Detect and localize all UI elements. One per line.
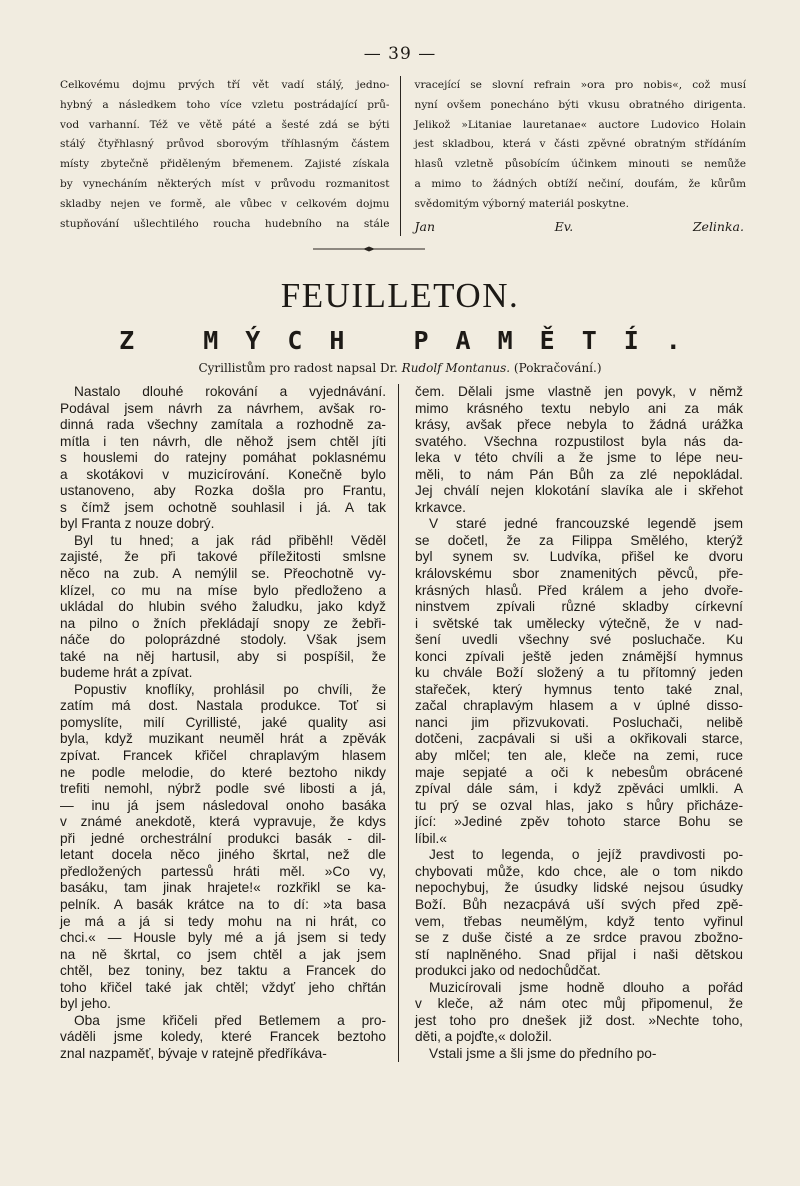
text-line: svědomitým výborný materiál poskytne. <box>414 197 629 210</box>
text-line: mítla i ten návrh, dle něhož jsem chtěl jíti <box>60 433 386 449</box>
body-right-column <box>399 384 743 1062</box>
text-line: s houslemi do ratejny pomáhat poklasnému <box>60 450 386 466</box>
text-line: basáku, tam jinak hrajete!« rozkřikl se ka- <box>60 880 386 896</box>
text-line: mimo krásného textu nebylo ani za mák <box>415 400 743 416</box>
page-number: — 39 — <box>363 44 437 64</box>
text-line: při jedné orchestrální produkci basák - dil- <box>60 830 386 846</box>
text-line: ne podle melodie, do které beztoho nikdy <box>60 764 386 780</box>
text-line: aby mlčel; ten ale, kleče na zemi, ruce <box>415 748 743 764</box>
text-line: pomyslíte, milí Cyrillisté, jaké quality asi <box>60 714 386 730</box>
text-line: Boží. Bůh nezacpává uší svých před zpě- <box>415 896 743 912</box>
text-line: maje sepjaté a oči k nebesům obrácené <box>415 764 743 780</box>
byline-prefix: Cyrillistům pro radost napsal Dr. <box>198 361 398 375</box>
text-line: nyní ovšem ponecháno býti vkusu obratného dirigenta. <box>414 98 746 111</box>
text-line: váděli jsme koledy, které Francek beztoho <box>60 1029 386 1045</box>
text-line: náče do poloprázdné stodoly. Však jsem <box>60 632 386 648</box>
text-line: stí naplněného. Snad přijal i naši dětskou <box>415 946 743 962</box>
text-line: vem, třebas neumělým, když tento vyřinul <box>415 913 743 929</box>
byline-author: Rudolf Montanus. <box>401 361 511 375</box>
text-line: s čímž jsem ochotně souhlasil i já. A tak <box>60 499 386 515</box>
text-line: měli, to nám Pán Bůh za zlé nepokládal. <box>415 466 743 482</box>
series-title: Z MÝCH PAMĚTÍ. <box>119 326 708 355</box>
text-line: v kleče, až nám otec můj připomenul, že <box>415 996 743 1012</box>
text-line: v známé anekdotě, která vypravuje, že kdys <box>60 814 386 830</box>
text-line: jící: »Jediné zpěv tohoto starce Bohu se <box>415 814 743 830</box>
text-line: Oba jsme křičeli před Betlemem a pro- <box>74 1012 386 1028</box>
text-line: předložených partessů hráti měl. »Co vy, <box>60 863 386 879</box>
text-line: zpíval dále sám, i když zpěváci umlkli. A <box>415 781 743 797</box>
text-line: Vstali jsme a šli jsme do předního po- <box>429 1045 657 1061</box>
text-line: a mimo to žádných obtíží nečiní, doufám, že kůrům <box>414 177 746 190</box>
text-line: konci zpívali ještě jeden známější hymnus <box>415 648 743 664</box>
text-line: Jest to legenda, o jejíž pravdivosti po- <box>429 847 743 863</box>
text-line: vracející se slovní refrain »ora pro nobis«, což musí <box>414 79 746 91</box>
text-line: budeme hrát a zpívat. <box>60 665 193 681</box>
text-line: klízel, co mu na míse bylo předloženo a <box>60 582 386 598</box>
text-line: tu prý se ozval hlas, jako s hůry přicháze- <box>415 797 743 813</box>
text-line: začal chraplavým hlasem a v úplné disso- <box>415 698 743 714</box>
text-line: hybný a následkem toho více vzletu postrádající prů- <box>60 98 390 111</box>
text-line: jest skladbou, která v části zpěvné obratným střídáním <box>414 138 746 151</box>
text-line: na ně škrtal, co jsem chtěl a jak jsem <box>60 946 386 962</box>
text-line: Jej chválí nejen klokotání slavíka ale i skřehot <box>415 483 743 499</box>
feuilleton-body <box>60 384 744 1062</box>
section-divider <box>313 244 425 254</box>
text-line: jest toho pro dnešek již dost. »Nechte toho, <box>415 1012 743 1028</box>
text-line: zajisté, že při takové příležitosti smlsne <box>60 549 386 565</box>
text-line: dotčeni, zacpávali si uši a okřikovali starce, <box>415 731 743 747</box>
text-line: Byl tu hned; a jak rád přiběhl! Věděl <box>74 532 386 548</box>
text-line: V staré jedné francouzské legendě jsem <box>429 516 743 532</box>
text-line: vod varhanní. Též ve větě páté a šesté zdá se býti <box>60 118 390 131</box>
body-left-column <box>60 384 399 1062</box>
text-line: krásných hlasů. Před králem a jeho dvoře- <box>415 582 743 598</box>
text-line: nanci jim přizvukovati. Posluchači, nelibě <box>415 714 743 730</box>
text-line: líbil.« <box>415 830 447 846</box>
text-line: zatím má dost. Nastala produkce. Toť si <box>60 698 386 714</box>
text-line: produkci jako od nedochůdčat. <box>415 963 601 979</box>
text-line: i světské tak umělecky výtečně, že v nad- <box>415 615 743 631</box>
text-line: hlasů vzletně působícím účinkem minouti se nemůže <box>414 158 746 171</box>
text-line: byl jeho. <box>60 996 111 1012</box>
text-line: chybovati může, kdo chce, ale o tom nikdo <box>415 863 743 879</box>
text-line: byla, když muzikant neuměl hrát a zpěvák <box>60 731 386 747</box>
text-line: se dočetl, že za Filippa Smělého, kterýž <box>415 532 743 548</box>
text-line: na pilno o žních překládají snopy ze žebři- <box>60 615 386 631</box>
text-line: zpívat. Francek křičel chraplavým hlasem <box>60 748 386 764</box>
text-line: a skotákovi v muzicírování. Konečně bylo <box>60 466 386 482</box>
text-line: se z duše čisté a ze srdce pravou zbožno- <box>415 930 743 946</box>
text-line: — inu já jsem následoval onoho basáka <box>60 797 386 813</box>
text-line: trefiti nemohl, nýbrž podle své libosti a já, <box>60 781 386 797</box>
text-line: dinná rada všechny zamítala a rozhodně za- <box>60 417 386 433</box>
text-line: chtěl, bez toniny, bez taktu a Francek do <box>60 963 386 979</box>
text-line: čem. Dělali jsme vlastně jen povyk, v němž <box>415 384 743 399</box>
text-line: nepochybuj, že úsudky lidské nejsou úsudky <box>415 880 743 896</box>
text-line: leka v této chvíli a že jsme to lépe neu- <box>415 450 743 466</box>
review-right-column <box>401 76 747 236</box>
byline <box>0 361 800 375</box>
text-line: šení uvedli všechny své posluchače. Ku <box>415 632 743 648</box>
text-line: místy zbytečně přiděleným břemenem. Zajisté získala <box>60 158 390 171</box>
text-line: Popustiv knoflíky, prohlásil po chvíli, že <box>74 681 386 697</box>
text-line: byl Franta z nouze dobrý. <box>60 516 215 532</box>
text-line: letant docela něco jiného škrtal, než dle <box>60 847 386 863</box>
text-line: Muzicírovali jsme hodně dlouho a pořád <box>429 979 743 995</box>
text-line: toho křičel také jak chtěl; vždyť jeho chřtán <box>60 979 386 995</box>
text-line: chci.« — Housle byly mé a já jsem si tedy <box>60 930 386 946</box>
byline-suffix: (Pokračování.) <box>513 361 602 375</box>
text-line: Jelikož »Litaniae lauretanae« auctore Ludovico Holain <box>414 118 746 131</box>
text-line: ku chvále Boží složený a tu přítomný jeden <box>415 665 743 681</box>
review-section <box>60 76 746 236</box>
text-line: Podával jsem návrh za návrhem, avšak ro- <box>60 400 386 416</box>
text-line: Nastalo dlouhé rokování a vyjednávání. <box>74 384 386 399</box>
text-line: je má a já si tedy mohu na ni hrát, co <box>60 913 386 929</box>
text-line: svatého. Všechna rozpustilost byla nás da- <box>415 433 743 449</box>
text-line: královskému sbor znamenitých pěvců, pře- <box>415 566 743 582</box>
review-left-column <box>60 76 401 236</box>
text-line: krásy, avšak přece nebyla to žádná urážka <box>415 417 743 433</box>
text-line: také na něj hartusil, aby si pospíšil, že <box>60 648 386 664</box>
feuilleton-heading: FEUILLETON. <box>280 276 520 315</box>
text-line: stařeček, který hymnus tento také znal, <box>415 681 743 697</box>
text-line: děti, a pojďte,« doložil. <box>415 1029 553 1045</box>
text-line: znal nazpaměť, bývaje v ratejně předříkáva- <box>60 1045 327 1061</box>
text-line: něco na zub. A nemýlil se. Přeochotně vy- <box>60 566 386 582</box>
text-line: skladby nejen ve formě, ale vůbec v celkovém dojmu <box>60 197 390 210</box>
text-line: ustanoveno, aby Rozka došla pro Frantu, <box>60 483 386 499</box>
text-line: ninstvem zpívali různé skladby církevní <box>415 599 743 615</box>
review-signature: Jan Ev. Zelinka. <box>414 218 744 234</box>
text-line: stálý čtyřhlasný průvod sborovým tříhlasným částem <box>60 138 390 151</box>
text-line: byl synem sv. Ludvíka, přišel ke dvoru <box>415 549 743 565</box>
text-line: krkavce. <box>415 499 466 515</box>
text-line: by vynecháním některých míst v průvodu rozmanitost <box>60 177 390 190</box>
text-line: stupňování ušlechtilého roucha hudebního na stále <box>60 217 390 230</box>
text-line: Celkovému dojmu prvých tří vět vadí stálý, jedno- <box>60 79 390 91</box>
text-line: ukládal do hlubin svého žaludku, jako když <box>60 599 386 615</box>
text-line: pelník. A basák krátce na to dí: »ta basa <box>60 896 386 912</box>
